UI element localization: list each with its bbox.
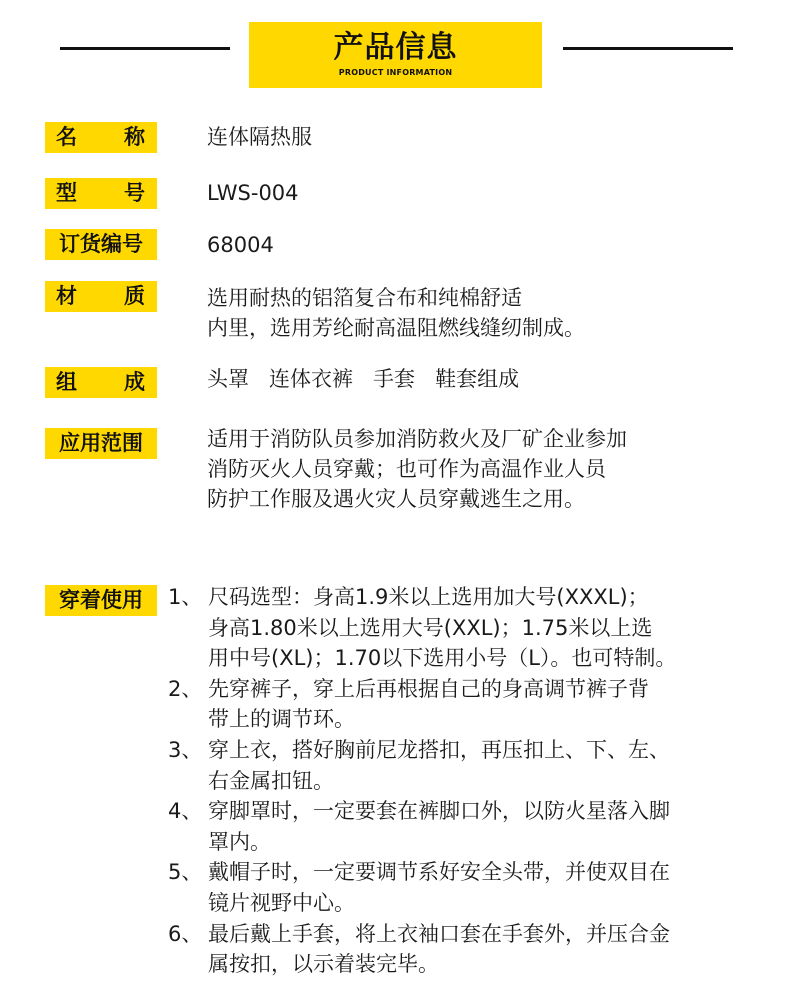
header-banner xyxy=(249,22,542,88)
usage-item-number: 6、 xyxy=(168,921,203,946)
usage-item xyxy=(168,796,676,857)
label-char: 质 xyxy=(124,284,145,308)
spec-label-model xyxy=(45,178,157,209)
scope-line: 防护工作服及遇火灾人员穿戴逃生之用。 xyxy=(207,487,585,511)
spec-label-material xyxy=(45,281,157,312)
usage-item-line: 属按扣，以示着装完毕。 xyxy=(208,952,439,977)
usage-item xyxy=(168,735,676,796)
label-char: 号 xyxy=(124,181,145,205)
usage-item-line: 镜片视野中心。 xyxy=(208,890,355,915)
usage-item-number: 2、 xyxy=(168,676,203,701)
usage-item xyxy=(168,582,676,674)
spec-label-usage: 穿着使用 xyxy=(45,585,157,616)
usage-item xyxy=(168,674,676,735)
usage-item-line: 戴帽子时，一定要调节系好安全头带，并使双目在 xyxy=(208,860,670,885)
scope-line: 适用于消防队员参加消防救火及厂矿企业参加 xyxy=(207,427,627,451)
usage-item xyxy=(168,919,676,980)
header-rule-right xyxy=(563,47,733,50)
spec-value-name: 连体隔热服 xyxy=(207,125,312,149)
usage-item-line: 穿脚罩时，一定要套在裤脚口外，以防火星落入脚 xyxy=(208,799,670,824)
spec-label-scope: 应用范围 xyxy=(45,428,157,459)
spec-value-material xyxy=(207,283,585,343)
usage-item-line: 罩内。 xyxy=(208,829,271,854)
label-char: 型 xyxy=(56,181,77,205)
scope-line: 消防灭火人员穿戴；也可作为高温作业人员 xyxy=(207,457,606,481)
spec-value-scope xyxy=(207,424,627,514)
spec-value-composition: 头罩 连体衣裤 手套 鞋套组成 xyxy=(207,367,520,391)
usage-item-number: 4、 xyxy=(168,799,203,824)
usage-item-line: 最后戴上手套，将上衣袖口套在手套外，并压合金 xyxy=(208,921,670,946)
label-char: 材 xyxy=(56,284,77,308)
material-line: 内里，选用芳纶耐高温阻燃线缝纫制成。 xyxy=(207,316,585,340)
label-char: 成 xyxy=(124,370,145,394)
usage-item-line: 先穿裤子，穿上后再根据自己的身高调节裤子背 xyxy=(208,676,649,701)
header-rule-left xyxy=(60,47,230,50)
usage-item-line: 尺码选型：身高1.9米以上选用加大号(XXXL)； xyxy=(208,585,649,609)
usage-item-line: 身高1.80米以上选用大号(XXL)；1.75米以上选 xyxy=(208,615,653,640)
page-title: 产品信息 xyxy=(333,30,458,65)
usage-item-line: 右金属扣钮。 xyxy=(208,768,334,793)
page-subtitle: PRODUCT INFORMATION xyxy=(338,68,453,77)
material-line: 选用耐热的铝箔复合布和纯棉舒适 xyxy=(207,286,522,310)
spec-label-order-no: 订货编号 xyxy=(45,229,157,260)
spec-value-order-no: 68004 xyxy=(207,233,274,257)
spec-label-composition xyxy=(45,367,157,398)
usage-list xyxy=(168,582,676,980)
usage-item-number: 5、 xyxy=(168,860,203,885)
label-char: 称 xyxy=(124,125,145,149)
usage-item-line: 穿上衣，搭好胸前尼龙搭扣，再压扣上、下、左、 xyxy=(208,737,670,762)
spec-value-model: LWS-004 xyxy=(207,181,299,205)
usage-item-number: 1、 xyxy=(168,585,203,609)
usage-item-line: 带上的调节环。 xyxy=(208,707,355,732)
spec-label-name xyxy=(45,122,157,153)
usage-item-line: 用中号(XL)；1.70以下选用小号（L）。也可特制。 xyxy=(208,646,677,671)
usage-item xyxy=(168,857,676,918)
usage-item-number: 3、 xyxy=(168,737,203,762)
label-char: 组 xyxy=(56,370,77,394)
label-char: 名 xyxy=(56,125,77,149)
